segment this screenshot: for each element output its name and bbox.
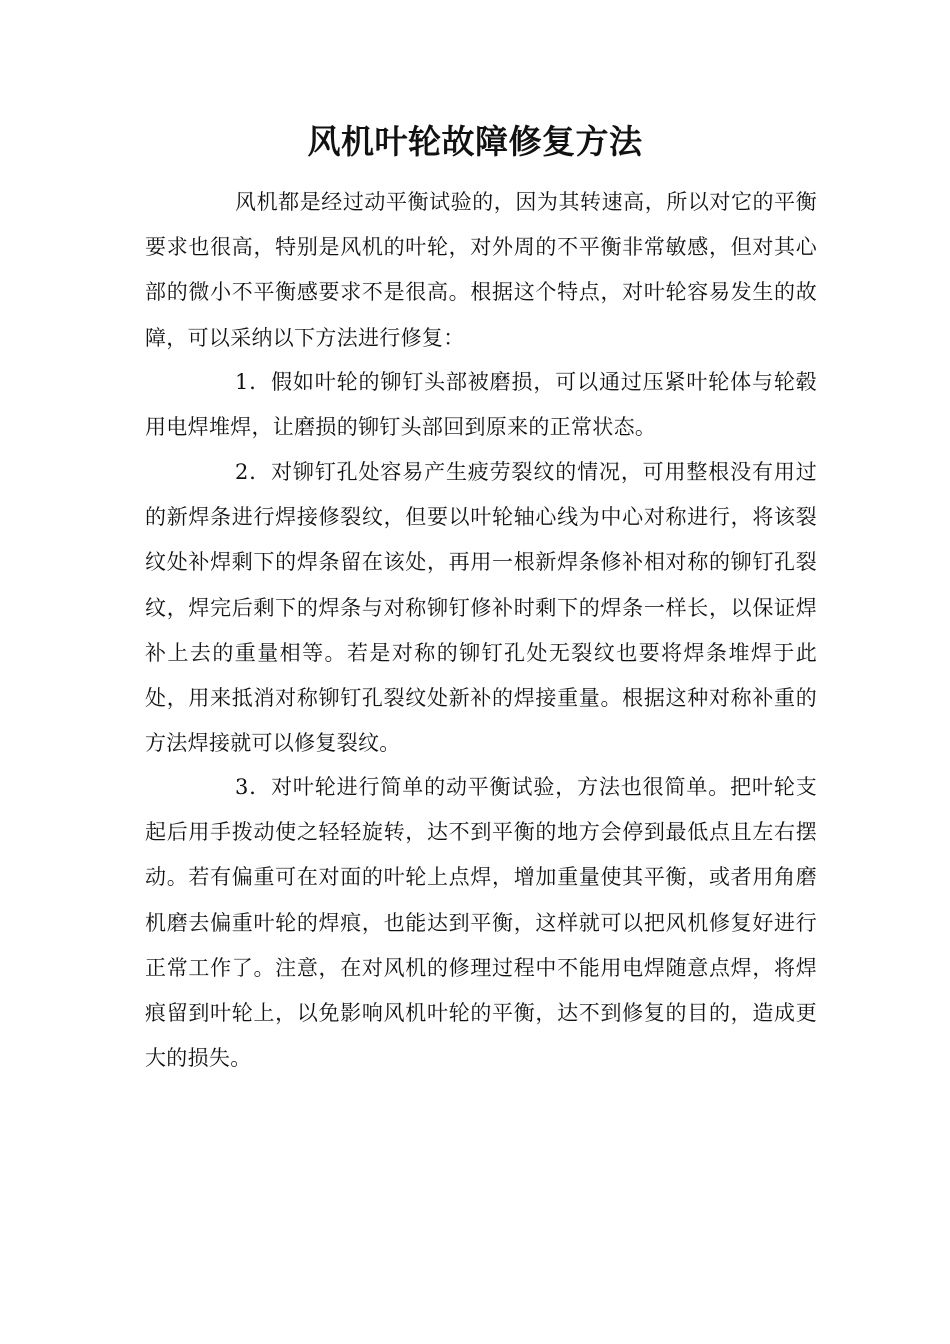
document-title: 风机叶轮故障修复方法: [307, 122, 643, 161]
intro-paragraph: 风机都是经过动平衡试验的，因为其转速高，所以对它的平衡要求也很高，特别是风机的叶轮，对外周的不平衡非常敏感，但对其心部的微小不平衡感要求不是很高。根据这个特点，对叶轮容易发生的故障，可以采纳以下方法进行修复：: [145, 190, 817, 350]
method-2-paragraph: 2．对铆钉孔处容易产生疲劳裂纹的情况，可用整根没有用过的新焊条进行焊接修裂纹，但要以叶轮轴心线为中心对称进行，将该裂纹处补焊剩下的焊条留在该处，再用一根新焊条修补相对称的铆钉孔裂纹，焊完后剩下的焊条与对称铆钉修补时剩下的焊条一样长，以保证焊补上去的重量相等。若是对称的铆钉孔处无裂纹也要将焊条堆焊于此处，用来抵消对称铆钉孔裂纹处新补的焊接重量。根据这种对称补重的方法焊接就可以修复裂纹。: [145, 460, 817, 756]
method-3-paragraph: 3．对叶轮进行简单的动平衡试验，方法也很简单。把叶轮支起后用手拨动使之轻轻旋转，达不到平衡的地方会停到最低点且左右摆动。若有偏重可在对面的叶轮上点焊，增加重量使其平衡，或者用角磨机磨去偏重叶轮的焊痕，也能达到平衡，这样就可以把风机修复好进行正常工作了。注意，在对风机的修理过程中不能用电焊随意点焊，将焊痕留到叶轮上，以免影响风机叶轮的平衡，达不到修复的目的，造成更大的损失。: [145, 775, 817, 1071]
method-1-paragraph: 1．假如叶轮的铆钉头部被磨损，可以通过压紧叶轮体与轮毂用电焊堆焊，让磨损的铆钉头部回到原来的正常状态。: [145, 370, 817, 440]
